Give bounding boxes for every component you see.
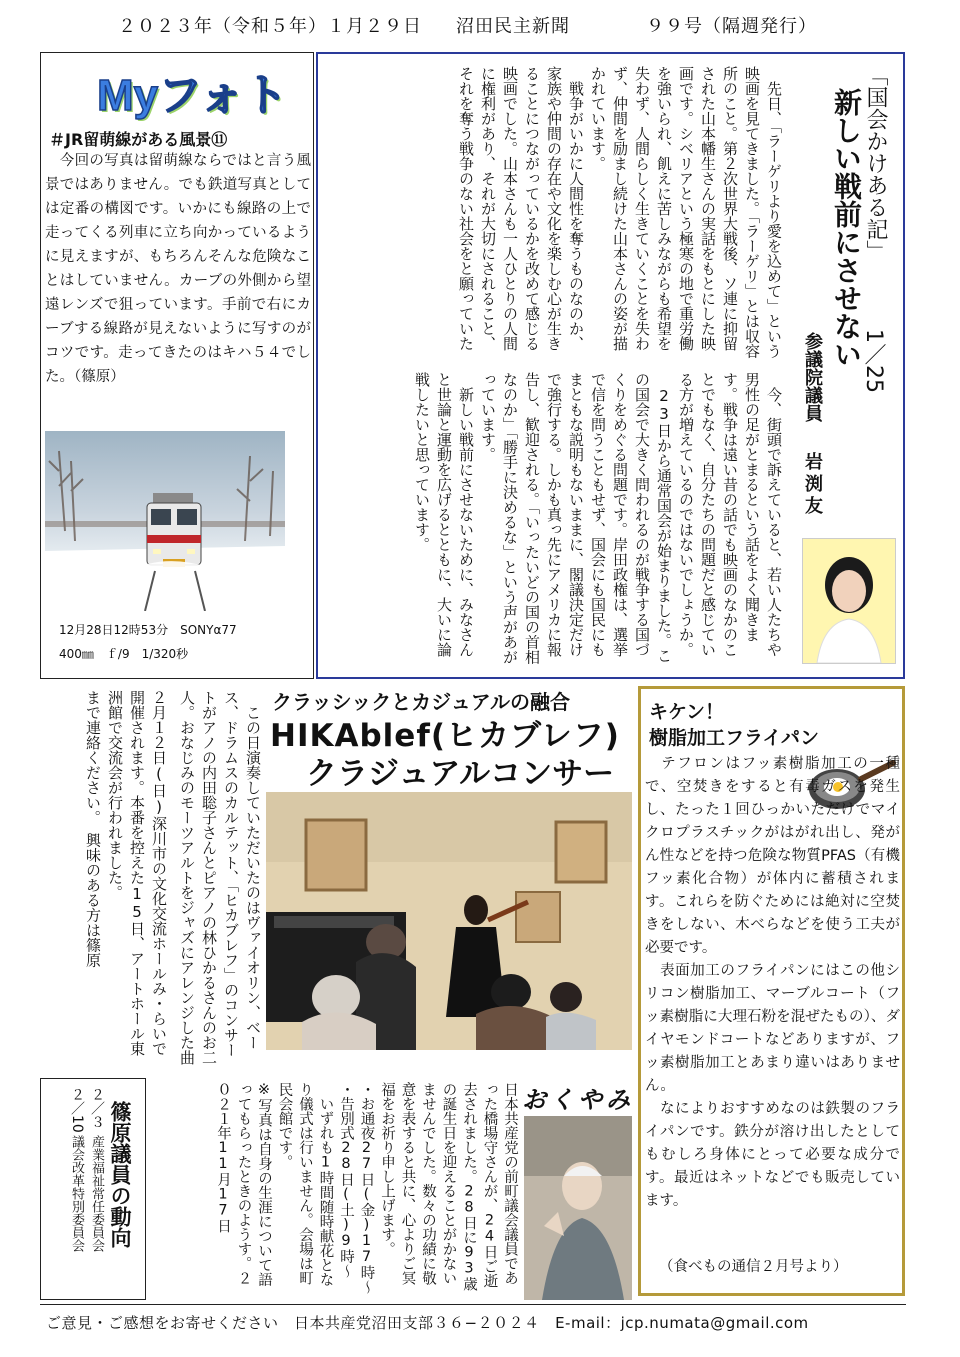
author-portrait [802, 538, 896, 664]
concert-subtitle: クラジュアルコンサー [306, 756, 615, 792]
kiken-source: （食べもの通信２月号より） [659, 1259, 848, 1275]
footer-text: ご意見・ご感想をお寄せください 日本共産党沼田支部３６−２０２４ E-mail：jcp.numata@gmail.com [46, 1314, 809, 1332]
shinohara-event-2: 議会改革特別委員会 [69, 1135, 84, 1252]
okuyami-body: 日本共産党の前町議会議員であった橋場守さんが、24日ご逝去されました。28日に93歳の誕生日を迎えることがかないませんでした。数々の功績に敬意を表すると共に、心よりご冥福をお祈り申し上げます。 ・お通夜27日(金)17時〜 ・告別式28日(土)9時〜 いずれも1時間随時献花となり儀式は行いません。会場は町民会館です。 ※写真は自身の生涯について語ってもらったときのようす。２０２１年11月17日 [215, 1082, 518, 1294]
photo-caption-line1: 12月28日12時53分 SONYα77 [59, 623, 237, 637]
concert-text-right: この日演奏していただいたのはヴァイオリン、ベース、ドラムスのカルテット、「ヒカブレフ」のコンサートがアノの内田聡子さんとピアノの林ひかるさんのお二人。おなじみのモーツアルトをジャズにアレンジした曲 [178, 690, 262, 1065]
portrait-illustration [803, 539, 895, 663]
issue-date: ２０２３年（令和５年）１月２９日 [118, 16, 422, 37]
kiken-title-2: 樹脂加工フライパン [649, 727, 820, 749]
diet-series-name: 「国会かけある記」 [863, 64, 888, 262]
paper-name: 沼田民主新聞 [456, 16, 570, 37]
concert-kicker: クラッシックとカジュアルの融合 [272, 690, 570, 714]
okuyami-title: おくやみ [522, 1086, 634, 1114]
train-photo [45, 431, 285, 611]
photo-caption-line2: 400㎜ ｆ/9 1/320秒 [59, 647, 189, 661]
concert-photo [266, 792, 632, 1050]
kiken-section [638, 686, 905, 1296]
okuyami-section [150, 1078, 636, 1300]
shinohara-date-2: ２／10 [69, 1087, 85, 1133]
kiken-title-1: キケン！ [649, 701, 725, 723]
shinohara-date-1: ２／３ [89, 1087, 105, 1129]
shinohara-event-1: 産業福祉常任委員会 [89, 1135, 104, 1252]
myphoto-body: 今回の写真は留萌線ならではと言う風景ではありません。でも鉄道写真としては定番の構図です。いかにも線路の上で走ってくる列車に立ち向かっているように見えますが、もちろんそんな危険なことはしていません。カーブの外側から望遠レンズで狙っています。手前で右にカーブする線路が見えないように写すのがコツです。走ってきたのはキハ５４でした。（篠原） [45, 153, 311, 385]
concert-text-left: ２月１２日(日)深川市の文化交流ホールみ・らいで開催されます。本番を控えた15日、アートホール東洲館で交流会が行われました。 まで連絡ください。 興味のある方は篠原 [84, 690, 168, 1056]
issue-number: ９９号（隔週発行） [646, 16, 817, 37]
okuyami-illustration [524, 1116, 632, 1300]
diet-series-number: 1／25 [861, 329, 886, 393]
diet-title: 新しい戦前にさせない [830, 88, 863, 368]
concert-section [40, 684, 636, 1074]
diet-body-col-2: 今、街頭で訴えていると、若い人たちや男性の足がとまるという話をよく聞きます。戦争は遠い昔の話でも映画のなかのことでもなく、自分たちの問題だと感じている方が増えているのではないでしょうか。 23日から通常国会が始まりました。この国会で大きく問われるのが戦争する国づくりをめぐる問題です。岸田政権は、選挙で信を問うこともせず、国会にも国民にもまともな説明もないままに、閣議決定だけで強行する。しかも真っ先にアメリカに報告し、歓迎される。「いったいどの国の首相なのか」「勝手に決めるな」という声があがっています。 新しい戦前にさせないために、みなさんと世論と運動を広げるとともに、大いに論戦したいと思っています。 [413, 372, 783, 665]
train-illustration [45, 431, 285, 611]
okuyami-photo [524, 1116, 632, 1300]
concert-illustration [266, 792, 632, 1050]
diet-report-section [316, 52, 905, 679]
concert-title: HIKAblef(ヒカブレフ) [270, 718, 620, 754]
myphoto-logo: Myフォト [97, 71, 288, 120]
diet-body-col-1: 先日、「ラーゲリより愛を込めて」という映画を見てきました。「ラーゲリ」とは収容所のこと。第２次世界大戦後、ソ連に抑留された山本幡生さんの実話をもとにした映画です。シベリアという極寒の地で重労働を強いられ、飢えに苦しみながらも希望を失わず、人間らしく生きていくことを失わず、仲間を励まし続けた山本さんの姿が描かれています。 戦争がいかに人間性を奪うものなのか、家族や仲間の存在や文化を楽しむ心が生きることにつながっているかを改めて感じる映画でした。山本さんも一人ひとりの人間に権利があり、それが大切にされること、それを奪う戦争のない社会をと願っていた [457, 66, 783, 359]
myphoto-heading: ＃JR留萌線がある風景⑪ [49, 130, 228, 149]
shinohara-section [40, 1078, 146, 1300]
kiken-body: テフロンはフッ素樹脂加工の一種で、空焚きをすると有毒ガスを発生し、たった１回ひっかいただけでマイクロプラスチックがはがれ出し、発がん性などを持つ危険な物質PFAS（有機フッ素化合物）が体内に蓄積されます。これらを防ぐためには絶対に空焚きをしない、木べらなどを使う工夫が必要です。 表面加工のフライパンにはこの他シリコン樹脂加工、マーブルコート（フッ素樹脂に大理石粉を混ぜたもの）、ダイヤモンドコートなどありますが、フッ素樹脂加工とあまり違いはありません。 なによりおすすめなのは鉄製のフライパンです。鉄分が溶け出したとしてもむしろ身体にとって必要な成分です。最近はネットなどでも販売しています。 [645, 756, 900, 1209]
author-name: 岩渕友 [802, 452, 823, 518]
masthead [118, 12, 838, 36]
shinohara-title: 篠原議員の動向 [108, 1101, 132, 1248]
author-role: 参議院議員 [802, 332, 823, 422]
myphoto-section [40, 52, 314, 679]
footer-rule [40, 1304, 906, 1305]
